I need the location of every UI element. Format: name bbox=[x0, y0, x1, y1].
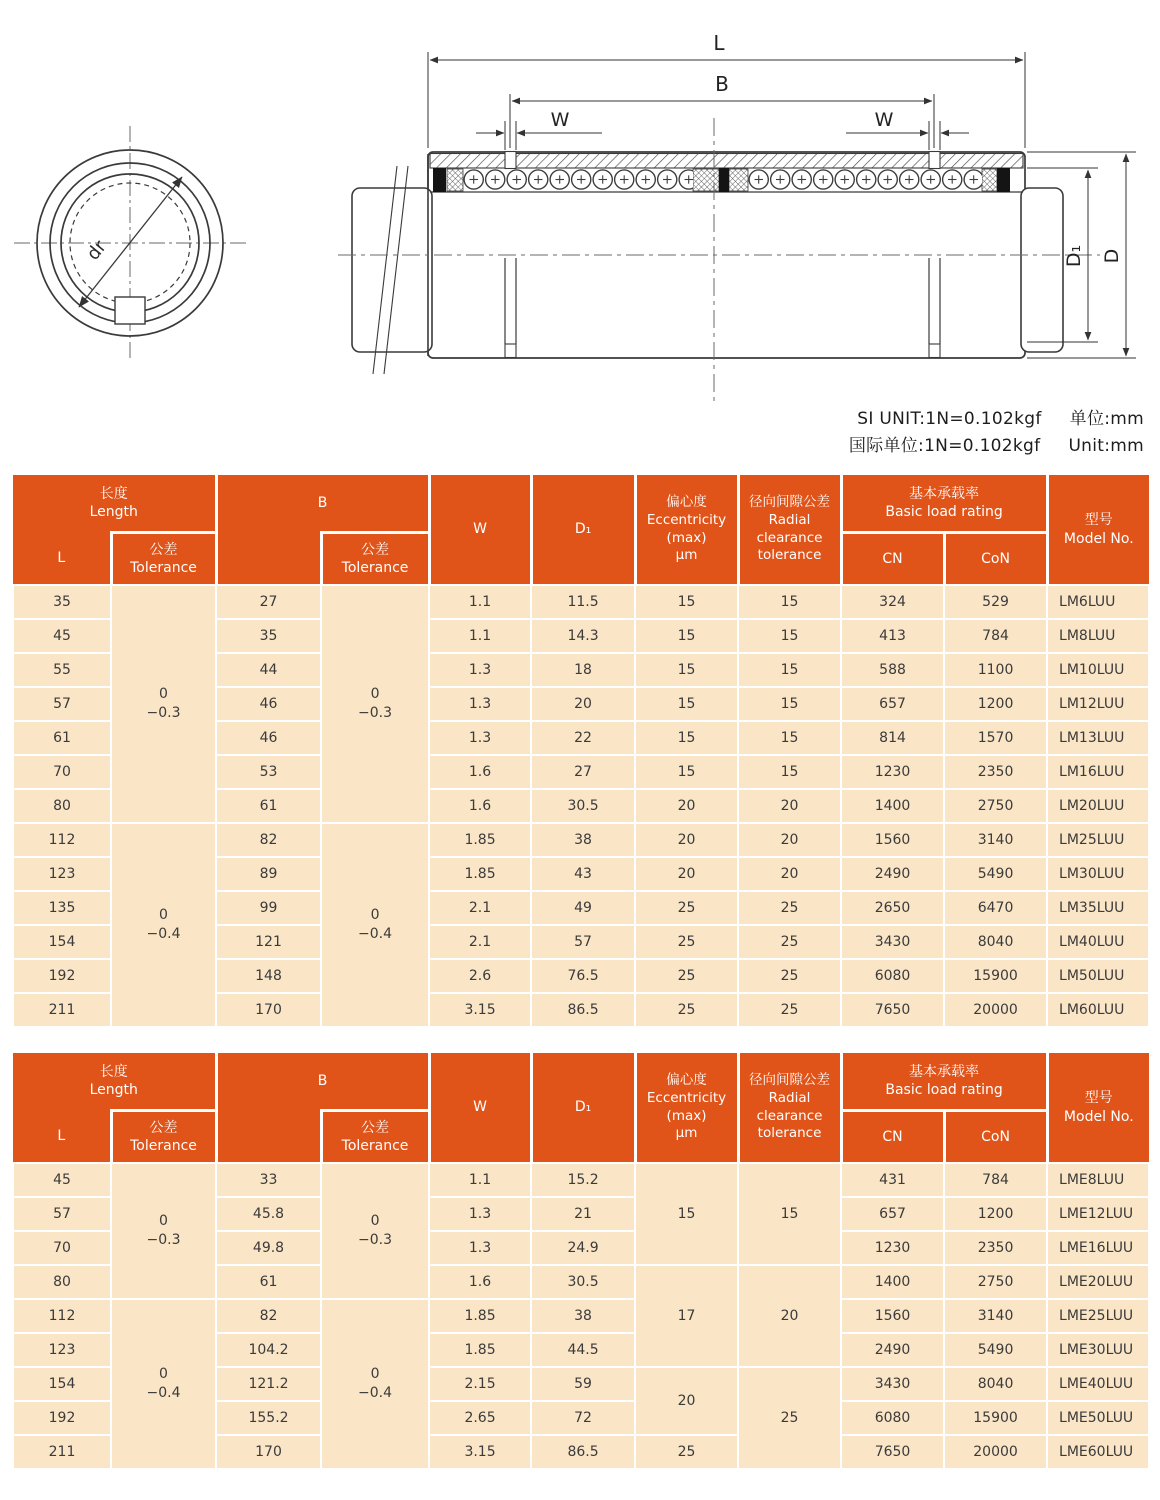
cell-l: 80 bbox=[13, 1265, 111, 1299]
cell-b: 45.8 bbox=[216, 1197, 321, 1231]
cell-w: 1.3 bbox=[429, 653, 531, 687]
cell-b: 46 bbox=[216, 687, 321, 721]
cell-d1: 11.5 bbox=[531, 585, 635, 619]
cell-model: LME60LUU bbox=[1047, 1435, 1149, 1469]
lm-series-table bbox=[12, 475, 1150, 1028]
cell-l_tol: 0 −0.4 bbox=[111, 823, 216, 1027]
cell-w: 2.6 bbox=[429, 959, 531, 993]
lme-table-header bbox=[13, 1053, 1149, 1163]
unit-note-line-2 bbox=[849, 433, 1144, 460]
cell-b_tol: 0 −0.4 bbox=[321, 1299, 429, 1469]
cell-b: 27 bbox=[216, 585, 321, 619]
cell-l: 55 bbox=[13, 653, 111, 687]
cell-l: 35 bbox=[13, 585, 111, 619]
cell-c0n: 1570 bbox=[944, 721, 1047, 755]
cell-w: 1.6 bbox=[429, 789, 531, 823]
ball-row-left bbox=[463, 168, 693, 191]
cell-cn: 814 bbox=[841, 721, 944, 755]
cell-cn: 1400 bbox=[841, 1265, 944, 1299]
cell-ecc: 20 bbox=[635, 1367, 738, 1435]
cell-b: 121 bbox=[216, 925, 321, 959]
cell-d1: 15.2 bbox=[531, 1163, 635, 1197]
cell-d1: 30.5 bbox=[531, 789, 635, 823]
cell-cn: 6080 bbox=[841, 1401, 944, 1435]
cell-cn: 1230 bbox=[841, 755, 944, 789]
cell-d1: 30.5 bbox=[531, 1265, 635, 1299]
cell-c0n: 2350 bbox=[944, 755, 1047, 789]
cell-model: LM25LUU bbox=[1047, 823, 1149, 857]
cell-b: 61 bbox=[216, 1265, 321, 1299]
keyway-notch bbox=[115, 297, 145, 324]
col-header-l-tolerance: 公差 Tolerance bbox=[111, 1111, 216, 1164]
seal-right bbox=[997, 168, 1010, 192]
col-header-basic-load-rating: 基本承载率 Basic load rating bbox=[841, 1053, 1047, 1111]
cell-w: 1.85 bbox=[429, 1299, 531, 1333]
cell-b: 61 bbox=[216, 789, 321, 823]
cell-rad: 20 bbox=[738, 1265, 841, 1367]
cell-d1: 21 bbox=[531, 1197, 635, 1231]
technical-drawing bbox=[0, 0, 1160, 430]
col-header-w: W bbox=[429, 475, 531, 585]
cell-b: 170 bbox=[216, 1435, 321, 1469]
cell-c0n: 3140 bbox=[944, 1299, 1047, 1333]
cell-ecc: 15 bbox=[635, 755, 738, 789]
col-header-length: 长度 Length bbox=[13, 475, 216, 533]
cell-b: 121.2 bbox=[216, 1367, 321, 1401]
cell-ecc: 15 bbox=[635, 1163, 738, 1265]
cell-c0n: 784 bbox=[944, 1163, 1047, 1197]
cell-cn: 1230 bbox=[841, 1231, 944, 1265]
table-row bbox=[13, 1299, 1149, 1333]
lm-table-body bbox=[13, 585, 1149, 1027]
lme-table-body bbox=[13, 1163, 1149, 1469]
cell-w: 1.3 bbox=[429, 1197, 531, 1231]
cell-cn: 3430 bbox=[841, 925, 944, 959]
cell-model: LM30LUU bbox=[1047, 857, 1149, 891]
cell-l: 70 bbox=[13, 1231, 111, 1265]
col-header-cn: CN bbox=[841, 1111, 944, 1164]
si-unit-text-cn: 国际单位:1N=0.102kgf bbox=[848, 436, 1041, 457]
cell-ecc: 15 bbox=[635, 687, 738, 721]
unit-note-line-1 bbox=[849, 406, 1144, 433]
cell-cn: 7650 bbox=[841, 1435, 944, 1469]
cell-l: 123 bbox=[13, 1333, 111, 1367]
col-header-l-tolerance: 公差 Tolerance bbox=[111, 533, 216, 586]
cell-l: 211 bbox=[13, 1435, 111, 1469]
cell-d1: 24.9 bbox=[531, 1231, 635, 1265]
cell-c0n: 1200 bbox=[944, 1197, 1047, 1231]
cell-cn: 6080 bbox=[841, 959, 944, 993]
col-header-model: 型号 Model No. bbox=[1047, 1053, 1149, 1163]
cell-d1: 44.5 bbox=[531, 1333, 635, 1367]
cell-b: 49.8 bbox=[216, 1231, 321, 1265]
cell-d1: 86.5 bbox=[531, 993, 635, 1027]
table-row bbox=[13, 823, 1149, 857]
col-header-b-tolerance: 公差 Tolerance bbox=[321, 533, 429, 586]
col-header-c0n: CoN bbox=[944, 1111, 1047, 1164]
cell-b: 155.2 bbox=[216, 1401, 321, 1435]
cell-rad: 20 bbox=[738, 857, 841, 891]
cell-d1: 38 bbox=[531, 1299, 635, 1333]
cell-model: LME40LUU bbox=[1047, 1367, 1149, 1401]
ball-row-right bbox=[748, 168, 982, 191]
unit-note bbox=[849, 406, 1144, 460]
dim-label-W-left: W bbox=[550, 109, 570, 131]
cell-cn: 324 bbox=[841, 585, 944, 619]
retainer-groove-right bbox=[929, 152, 940, 169]
cell-ecc: 15 bbox=[635, 721, 738, 755]
cell-w: 1.1 bbox=[429, 1163, 531, 1197]
cell-cn: 657 bbox=[841, 687, 944, 721]
cell-l: 192 bbox=[13, 1401, 111, 1435]
cell-b: 104.2 bbox=[216, 1333, 321, 1367]
cell-ecc: 15 bbox=[635, 619, 738, 653]
cell-d1: 38 bbox=[531, 823, 635, 857]
cell-model: LME50LUU bbox=[1047, 1401, 1149, 1435]
col-header-b-tolerance: 公差 Tolerance bbox=[321, 1111, 429, 1164]
dim-label-D: D bbox=[1101, 248, 1123, 264]
cell-c0n: 15900 bbox=[944, 959, 1047, 993]
cell-w: 1.1 bbox=[429, 619, 531, 653]
cell-model: LM40LUU bbox=[1047, 925, 1149, 959]
section-view bbox=[338, 118, 1100, 402]
cell-model: LM10LUU bbox=[1047, 653, 1149, 687]
cell-cn: 1560 bbox=[841, 823, 944, 857]
cell-model: LM6LUU bbox=[1047, 585, 1149, 619]
cell-l: 154 bbox=[13, 925, 111, 959]
lme-series-table bbox=[12, 1053, 1150, 1470]
col-header-basic-load-rating: 基本承载率 Basic load rating bbox=[841, 475, 1047, 533]
cell-model: LME25LUU bbox=[1047, 1299, 1149, 1333]
dim-label-D1: D₁ bbox=[1063, 244, 1085, 268]
cell-ecc: 25 bbox=[635, 959, 738, 993]
cell-model: LM35LUU bbox=[1047, 891, 1149, 925]
retainer-groove-left bbox=[505, 152, 516, 169]
cell-model: LME20LUU bbox=[1047, 1265, 1149, 1299]
cell-ecc: 17 bbox=[635, 1265, 738, 1367]
cell-l: 123 bbox=[13, 857, 111, 891]
col-header-d1: D₁ bbox=[531, 475, 635, 585]
cell-l: 135 bbox=[13, 891, 111, 925]
cell-rad: 20 bbox=[738, 823, 841, 857]
cell-l: 57 bbox=[13, 1197, 111, 1231]
cell-d1: 49 bbox=[531, 891, 635, 925]
col-header-length: 长度 Length bbox=[13, 1053, 216, 1111]
cell-w: 1.3 bbox=[429, 721, 531, 755]
col-header-cn: CN bbox=[841, 533, 944, 586]
cell-b: 33 bbox=[216, 1163, 321, 1197]
cell-w: 1.6 bbox=[429, 1265, 531, 1299]
cell-cn: 2650 bbox=[841, 891, 944, 925]
cell-b: 44 bbox=[216, 653, 321, 687]
si-unit-text: SI UNIT:1N=0.102kgf bbox=[857, 409, 1042, 429]
cell-c0n: 8040 bbox=[944, 925, 1047, 959]
cell-c0n: 1200 bbox=[944, 687, 1047, 721]
cell-cn: 2490 bbox=[841, 1333, 944, 1367]
cell-d1: 57 bbox=[531, 925, 635, 959]
cell-model: LME16LUU bbox=[1047, 1231, 1149, 1265]
cell-c0n: 6470 bbox=[944, 891, 1047, 925]
cell-w: 1.3 bbox=[429, 687, 531, 721]
dr-dimension-label: dr bbox=[82, 236, 111, 265]
cell-rad: 15 bbox=[738, 653, 841, 687]
cell-rad: 25 bbox=[738, 993, 841, 1027]
cell-rad: 15 bbox=[738, 687, 841, 721]
cell-c0n: 2350 bbox=[944, 1231, 1047, 1265]
col-header-eccentricity: 偏心度 Eccentricity (max) μm bbox=[635, 1053, 738, 1163]
cell-l: 112 bbox=[13, 1299, 111, 1333]
cell-w: 1.85 bbox=[429, 823, 531, 857]
col-header-eccentricity: 偏心度 Eccentricity (max) μm bbox=[635, 475, 738, 585]
table-row bbox=[13, 1163, 1149, 1197]
cell-ecc: 25 bbox=[635, 993, 738, 1027]
cell-l_tol: 0 −0.4 bbox=[111, 1299, 216, 1469]
cell-w: 2.1 bbox=[429, 891, 531, 925]
cell-ecc: 25 bbox=[635, 925, 738, 959]
col-header-b: B bbox=[216, 1053, 429, 1111]
cell-l: 70 bbox=[13, 755, 111, 789]
col-header-radial-clearance: 径向间隙公差 Radial clearance tolerance bbox=[738, 475, 841, 585]
cell-c0n: 1100 bbox=[944, 653, 1047, 687]
col-header-l: L bbox=[13, 1111, 111, 1164]
cell-model: LM20LUU bbox=[1047, 789, 1149, 823]
cell-cn: 2490 bbox=[841, 857, 944, 891]
cell-l: 112 bbox=[13, 823, 111, 857]
retainer-center-left bbox=[693, 169, 719, 191]
dim-label-B: B bbox=[715, 72, 729, 96]
lm-table-header bbox=[13, 475, 1149, 585]
cell-cn: 431 bbox=[841, 1163, 944, 1197]
retainer-left bbox=[447, 169, 463, 191]
cell-ecc: 20 bbox=[635, 857, 738, 891]
cell-c0n: 2750 bbox=[944, 789, 1047, 823]
cell-b: 148 bbox=[216, 959, 321, 993]
retainer-center-right bbox=[729, 169, 748, 191]
cell-w: 1.1 bbox=[429, 585, 531, 619]
cell-cn: 657 bbox=[841, 1197, 944, 1231]
cell-rad: 15 bbox=[738, 585, 841, 619]
cell-c0n: 5490 bbox=[944, 1333, 1047, 1367]
cell-l: 61 bbox=[13, 721, 111, 755]
cell-l: 45 bbox=[13, 619, 111, 653]
cell-cn: 3430 bbox=[841, 1367, 944, 1401]
col-header-d1: D₁ bbox=[531, 1053, 635, 1163]
cell-cn: 7650 bbox=[841, 993, 944, 1027]
cell-model: LM16LUU bbox=[1047, 755, 1149, 789]
cell-c0n: 529 bbox=[944, 585, 1047, 619]
cell-ecc: 25 bbox=[635, 891, 738, 925]
cell-model: LM13LUU bbox=[1047, 721, 1149, 755]
cell-rad: 15 bbox=[738, 619, 841, 653]
cell-c0n: 20000 bbox=[944, 993, 1047, 1027]
cell-c0n: 20000 bbox=[944, 1435, 1047, 1469]
cell-d1: 86.5 bbox=[531, 1435, 635, 1469]
cell-c0n: 784 bbox=[944, 619, 1047, 653]
cell-w: 2.15 bbox=[429, 1367, 531, 1401]
retainer-right bbox=[982, 169, 997, 191]
cell-model: LME30LUU bbox=[1047, 1333, 1149, 1367]
col-header-radial-clearance: 径向间隙公差 Radial clearance tolerance bbox=[738, 1053, 841, 1163]
cell-w: 3.15 bbox=[429, 993, 531, 1027]
cell-cn: 413 bbox=[841, 619, 944, 653]
cell-d1: 14.3 bbox=[531, 619, 635, 653]
dim-label-W-right: W bbox=[874, 109, 894, 131]
cell-c0n: 3140 bbox=[944, 823, 1047, 857]
cell-l_tol: 0 −0.3 bbox=[111, 585, 216, 823]
cell-rad: 15 bbox=[738, 1163, 841, 1265]
cell-w: 1.6 bbox=[429, 755, 531, 789]
col-header-l: L bbox=[13, 533, 111, 586]
cell-cn: 588 bbox=[841, 653, 944, 687]
col-header-c0n: CoN bbox=[944, 533, 1047, 586]
cell-b_tol: 0 −0.3 bbox=[321, 1163, 429, 1299]
col-header-w: W bbox=[429, 1053, 531, 1163]
cell-d1: 59 bbox=[531, 1367, 635, 1401]
cell-l: 45 bbox=[13, 1163, 111, 1197]
cell-model: LM8LUU bbox=[1047, 619, 1149, 653]
cell-c0n: 15900 bbox=[944, 1401, 1047, 1435]
cell-b: 82 bbox=[216, 1299, 321, 1333]
cell-rad: 25 bbox=[738, 925, 841, 959]
shaft-right bbox=[1021, 188, 1063, 352]
cell-l: 57 bbox=[13, 687, 111, 721]
cell-d1: 27 bbox=[531, 755, 635, 789]
cell-rad: 25 bbox=[738, 959, 841, 993]
cell-d1: 43 bbox=[531, 857, 635, 891]
cell-model: LM50LUU bbox=[1047, 959, 1149, 993]
cell-d1: 76.5 bbox=[531, 959, 635, 993]
cell-c0n: 8040 bbox=[944, 1367, 1047, 1401]
cell-rad: 25 bbox=[738, 891, 841, 925]
cell-b: 53 bbox=[216, 755, 321, 789]
cell-w: 1.85 bbox=[429, 857, 531, 891]
cell-c0n: 2750 bbox=[944, 1265, 1047, 1299]
groove-notch-bottom-left bbox=[505, 344, 516, 358]
unit-mm-en: Unit:mm bbox=[1068, 436, 1144, 457]
cell-w: 1.85 bbox=[429, 1333, 531, 1367]
cell-model: LME12LUU bbox=[1047, 1197, 1149, 1231]
cell-w: 3.15 bbox=[429, 1435, 531, 1469]
cell-cn: 1400 bbox=[841, 789, 944, 823]
table-row bbox=[13, 585, 1149, 619]
dim-label-L: L bbox=[713, 31, 725, 55]
cell-b_tol: 0 −0.4 bbox=[321, 823, 429, 1027]
cell-model: LM12LUU bbox=[1047, 687, 1149, 721]
cell-model: LME8LUU bbox=[1047, 1163, 1149, 1197]
cell-ecc: 20 bbox=[635, 823, 738, 857]
cell-rad: 15 bbox=[738, 721, 841, 755]
cell-ecc: 15 bbox=[635, 653, 738, 687]
cell-ecc: 15 bbox=[635, 585, 738, 619]
cell-b: 35 bbox=[216, 619, 321, 653]
groove-notch-bottom-right bbox=[929, 344, 940, 358]
col-header-b-value bbox=[216, 533, 321, 586]
cell-d1: 72 bbox=[531, 1401, 635, 1435]
cell-d1: 22 bbox=[531, 721, 635, 755]
cell-ecc: 20 bbox=[635, 789, 738, 823]
cell-rad: 20 bbox=[738, 789, 841, 823]
cell-rad: 15 bbox=[738, 755, 841, 789]
cell-d1: 20 bbox=[531, 687, 635, 721]
cell-l_tol: 0 −0.3 bbox=[111, 1163, 216, 1299]
cell-w: 2.1 bbox=[429, 925, 531, 959]
seal-left bbox=[433, 168, 446, 192]
cell-cn: 1560 bbox=[841, 1299, 944, 1333]
cell-b: 89 bbox=[216, 857, 321, 891]
cell-b: 99 bbox=[216, 891, 321, 925]
cell-model: LM60LUU bbox=[1047, 993, 1149, 1027]
cell-b_tol: 0 −0.3 bbox=[321, 585, 429, 823]
seal-center bbox=[719, 168, 729, 192]
cell-l: 211 bbox=[13, 993, 111, 1027]
cell-d1: 18 bbox=[531, 653, 635, 687]
col-header-b: B bbox=[216, 475, 429, 533]
col-header-b-value bbox=[216, 1111, 321, 1164]
unit-mm-cn: 单位:mm bbox=[1069, 409, 1144, 429]
cell-w: 1.3 bbox=[429, 1231, 531, 1265]
col-header-model: 型号 Model No. bbox=[1047, 475, 1149, 585]
cell-l: 80 bbox=[13, 789, 111, 823]
cell-l: 154 bbox=[13, 1367, 111, 1401]
cell-c0n: 5490 bbox=[944, 857, 1047, 891]
front-view bbox=[14, 126, 248, 362]
cell-rad: 25 bbox=[738, 1367, 841, 1469]
cell-b: 46 bbox=[216, 721, 321, 755]
cell-ecc: 25 bbox=[635, 1435, 738, 1469]
cell-b: 82 bbox=[216, 823, 321, 857]
cell-w: 2.65 bbox=[429, 1401, 531, 1435]
cell-b: 170 bbox=[216, 993, 321, 1027]
cell-l: 192 bbox=[13, 959, 111, 993]
